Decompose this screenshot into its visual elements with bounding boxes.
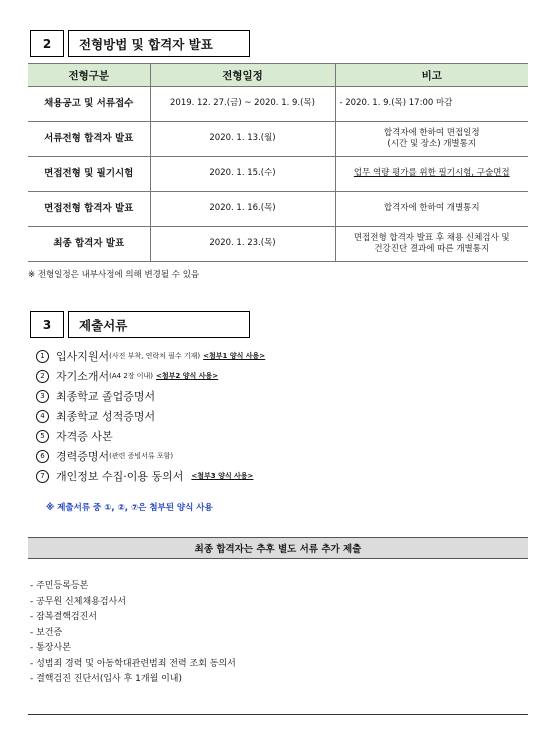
table-row [28,122,528,157]
doc-detail: (관련 증빙서류 포함) [109,452,174,460]
section-title: 제출서류 [68,311,250,338]
list-item [36,426,265,446]
doc-name: 자격증 사본 [56,430,113,443]
note-line: 합격자에 한하여 면접일정 [383,127,480,138]
item-number: 1 [36,350,49,363]
note-cell: 합격자에 한하여 개별통지 [335,192,528,227]
section-number: 2 [30,30,64,57]
doc-name: 개인정보 수집·이용 동의서 [56,470,184,483]
item-number: 3 [36,390,49,403]
stage-cell: 최종 합격자 발표 [28,227,150,262]
column-header: 비고 [335,64,528,87]
note-cell [335,157,528,192]
item-number: 2 [36,370,49,383]
item-number: 4 [36,410,49,423]
submission-docs-list [36,346,265,486]
item-number: 5 [36,430,49,443]
note-line: 건강진단 결과에 따른 개별통지 [374,244,490,254]
list-item [36,466,265,486]
list-item: - 공무원 신체채용검사서 [30,596,126,607]
table-header-row [28,64,528,87]
attachment-link[interactable]: <첨부1 양식 사용> [203,352,266,360]
list-item [36,446,265,466]
doc-name: 입사지원서 [56,350,110,363]
list-item: - 결핵검진 진단서(입사 후 1개월 이내) [30,674,183,685]
note-cell [335,227,528,262]
stage-cell: 채용공고 및 서류접수 [28,87,150,122]
schedule-footnote: ※ 전형일정은 내부사정에 의해 변경될 수 있음 [28,270,200,280]
list-item [36,346,265,366]
doc-detail: (사진 부착, 연락처 필수 기재) [109,352,201,360]
stage-cell: 면접전형 합격자 발표 [28,192,150,227]
item-number: 6 [36,450,49,463]
doc-name: 경력증명서 [56,450,110,463]
list-item: - 보건증 [30,627,63,638]
list-item: - 통장사본 [30,643,71,654]
note-line: 면접전형 합격자 발표 후 채용 신체검사 및 [353,232,510,243]
note-cell: - 2020. 1. 9.(목) 17:00 마감 [335,87,528,122]
schedule-cell: 2020. 1. 13.(월) [150,122,335,157]
table-row [28,192,528,227]
schedule-cell: 2020. 1. 23.(목) [150,227,335,262]
stage-cell: 면접전형 및 필기시험 [28,157,150,192]
section-number: 3 [30,311,64,338]
schedule-cell: 2019. 12. 27.(금) ~ 2020. 1. 9.(목) [150,87,335,122]
list-item: - 성범죄 경력 및 아동학대관련범죄 전력 조회 동의서 [30,658,236,669]
doc-name: 최종학교 졸업증명서 [56,390,156,403]
list-item [36,406,265,426]
bottom-divider [28,714,528,715]
column-header: 전형구분 [28,64,150,87]
list-item: - 잠복결핵검진서 [30,612,97,623]
list-item [36,386,265,406]
section-3-header [30,311,250,338]
final-docs-list [30,577,236,686]
list-item [36,366,265,386]
schedule-table [28,63,528,262]
table-row [28,157,528,192]
note-line: (시간 및 장소) 개별통지 [387,139,477,149]
note-cell [335,122,528,157]
doc-name: 최종학교 성적증명서 [56,410,156,423]
table-row [28,227,528,262]
stage-cell: 서류전형 합격자 발표 [28,122,150,157]
note-text: 업무 역량 평가를 위한 필기시험, 구술면접 [353,168,510,179]
doc-name: 자기소개서 [56,370,110,383]
section-2-header [30,30,250,57]
schedule-cell: 2020. 1. 15.(수) [150,157,335,192]
item-number: 7 [36,470,49,483]
schedule-cell: 2020. 1. 16.(목) [150,192,335,227]
attachment-link[interactable]: <첨부2 양식 사용> [156,372,219,380]
list-item: - 주민등록등본 [30,581,89,592]
final-docs-title-bar: 최종 합격자는 추후 별도 서류 추가 제출 [28,537,528,559]
section-title: 전형방법 및 합격자 발표 [68,30,250,57]
attachment-note: ※ 제출서류 중 ①, ②, ⑦은 첨부된 양식 사용 [46,503,213,513]
doc-detail: (A4 2장 이내) [109,372,154,380]
attachment-link[interactable]: <첨부3 양식 사용> [191,472,254,480]
column-header: 전형일정 [150,64,335,87]
table-row [28,87,528,122]
